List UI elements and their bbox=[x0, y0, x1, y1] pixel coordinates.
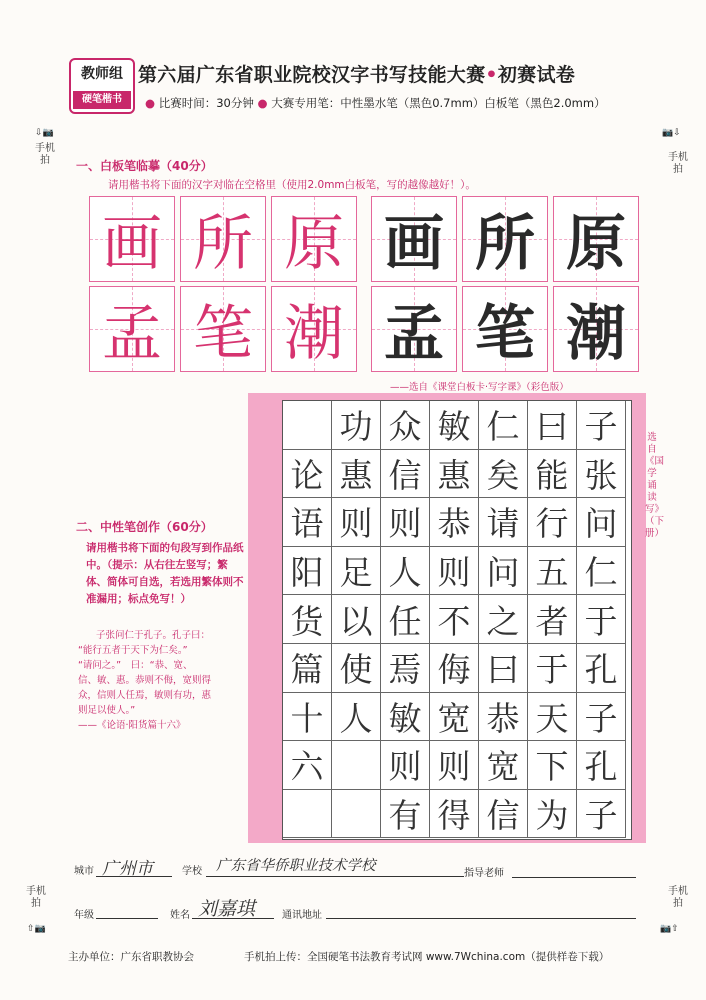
upload-camera-icon: 📷⇩ bbox=[662, 128, 681, 138]
copy-char: 画 bbox=[384, 209, 444, 279]
grid-cell: 行 bbox=[528, 498, 577, 547]
copy-cell bbox=[462, 196, 548, 282]
margin-label-bottom-right: 手机拍 bbox=[668, 886, 688, 909]
grid-cell: 任 bbox=[381, 595, 430, 644]
passage-line: “请问之。” 曰：“恭、宽、 bbox=[78, 660, 193, 671]
grid-cell: 恭 bbox=[479, 693, 528, 742]
grid-cell: 张 bbox=[577, 450, 626, 499]
passage-line: ——《论语·阳货篇十六》 bbox=[78, 720, 186, 731]
school-line bbox=[206, 876, 464, 877]
group-badge bbox=[69, 58, 135, 114]
grid-cell: 矣 bbox=[479, 450, 528, 499]
grid-cell: 天 bbox=[528, 693, 577, 742]
upload-website-text: 手机拍上传：全国硬笔书法教育考试网 www.7Wchina.com（提供样卷下载） bbox=[244, 951, 610, 963]
copy-char: 潮 bbox=[566, 299, 626, 369]
grid-cell: 宽 bbox=[479, 741, 528, 790]
grid-cell: 孔 bbox=[577, 644, 626, 693]
copy-cell bbox=[371, 286, 457, 372]
grid-cell: 众 bbox=[381, 401, 430, 450]
title-tail: 初赛试卷 bbox=[497, 64, 576, 86]
grid-cell: 仁 bbox=[577, 547, 626, 596]
grid-cell: 曰 bbox=[479, 644, 528, 693]
city-field[interactable]: 广州市 bbox=[102, 859, 153, 879]
grid-cell: 请 bbox=[479, 498, 528, 547]
passage-line: 信、敏、惠。恭则不侮，宽则得 bbox=[78, 675, 212, 686]
source-passage bbox=[78, 628, 244, 733]
grid-cell: 侮 bbox=[430, 644, 479, 693]
badge-group-label: 教师组 bbox=[81, 66, 123, 82]
grid-cell: 使 bbox=[332, 644, 381, 693]
section-one-title: 一、白板笔临摹（40分） bbox=[76, 159, 213, 173]
copy-cell bbox=[553, 286, 639, 372]
grid-cell bbox=[283, 790, 332, 839]
model-char: 所 bbox=[193, 209, 253, 279]
margin-label-top-right: 手机拍 bbox=[668, 152, 688, 175]
passage-line: 则足以使人。” bbox=[78, 705, 136, 716]
grid-cell: 六 bbox=[283, 741, 332, 790]
grid-cell: 阳 bbox=[283, 547, 332, 596]
section-one-source: ——选自《课堂白板卡·写字课》（彩色版） bbox=[390, 382, 569, 393]
grid-cell: 人 bbox=[332, 693, 381, 742]
grid-cell: 问 bbox=[577, 498, 626, 547]
copy-char: 孟 bbox=[384, 299, 444, 369]
grid-cell: 有 bbox=[381, 790, 430, 839]
copy-cell bbox=[371, 196, 457, 282]
grade-label: 年级 bbox=[74, 910, 94, 921]
copy-cell bbox=[462, 286, 548, 372]
grid-cell: 能 bbox=[528, 450, 577, 499]
grid-cell: 惠 bbox=[332, 450, 381, 499]
grade-line bbox=[96, 918, 158, 919]
upload-camera-icon: ⇧📷 bbox=[27, 924, 46, 934]
copy-cell bbox=[553, 196, 639, 282]
address-label: 通讯地址 bbox=[282, 910, 322, 921]
model-char: 潮 bbox=[284, 299, 344, 369]
grid-cell bbox=[283, 401, 332, 450]
copy-char: 原 bbox=[566, 209, 626, 279]
model-char: 原 bbox=[284, 209, 344, 279]
section-one-instruction: 请用楷书将下面的汉字对临在空格里（使用2.0mm白板笔，写的越像越好！）。 bbox=[108, 179, 476, 191]
bullet-icon: ● bbox=[145, 96, 156, 110]
grid-cell: 信 bbox=[479, 790, 528, 839]
exam-info bbox=[145, 95, 606, 111]
grid-cell: 惠 bbox=[430, 450, 479, 499]
work-paper-grid bbox=[282, 400, 632, 840]
organizer-text: 主办单位：广东省职教协会 bbox=[68, 951, 194, 963]
exam-time: 比赛时间：30分钟 bbox=[158, 96, 254, 110]
grid-cell: 恭 bbox=[430, 498, 479, 547]
grid-cell: 则 bbox=[430, 547, 479, 596]
grid-cell: 子 bbox=[577, 401, 626, 450]
school-label: 学校 bbox=[182, 866, 202, 877]
grid-cell: 则 bbox=[332, 498, 381, 547]
grid-cell: 则 bbox=[381, 741, 430, 790]
section-two-title: 二、中性笔创作（60分） bbox=[76, 520, 213, 534]
copy-char: 笔 bbox=[475, 299, 535, 369]
page-title bbox=[138, 60, 575, 87]
grid-cell: 于 bbox=[577, 595, 626, 644]
model-cell bbox=[89, 286, 175, 372]
title-dot: • bbox=[485, 64, 498, 86]
copy-char: 所 bbox=[475, 209, 535, 279]
margin-label-bottom-left: 手机拍 bbox=[26, 886, 46, 909]
grid-cell bbox=[332, 741, 381, 790]
upload-camera-icon: ⇩📷 bbox=[35, 128, 54, 138]
grid-cell: 论 bbox=[283, 450, 332, 499]
teacher-line bbox=[512, 877, 636, 878]
grid-cell: 足 bbox=[332, 547, 381, 596]
grid-cell: 宽 bbox=[430, 693, 479, 742]
passage-line: 子张问仁于孔子。孔子曰： bbox=[96, 630, 211, 641]
grid-cell: 不 bbox=[430, 595, 479, 644]
grid-cell: 者 bbox=[528, 595, 577, 644]
grid-cell: 篇 bbox=[283, 644, 332, 693]
grid-cell: 信 bbox=[381, 450, 430, 499]
grid-cell: 功 bbox=[332, 401, 381, 450]
passage-line: “能行五者于天下为仁矣。” bbox=[78, 645, 188, 656]
badge-category-label: 硬笔楷书 bbox=[73, 91, 131, 109]
grid-cell: 于 bbox=[528, 644, 577, 693]
name-label: 姓名 bbox=[170, 910, 190, 921]
grid-cell: 焉 bbox=[381, 644, 430, 693]
grid-cell: 语 bbox=[283, 498, 332, 547]
model-char: 画 bbox=[102, 209, 162, 279]
grid-cell: 之 bbox=[479, 595, 528, 644]
grid-cell: 货 bbox=[283, 595, 332, 644]
section-two-source: 选自《国学诵读写》（下册） bbox=[645, 432, 665, 539]
grid-cell: 仁 bbox=[479, 401, 528, 450]
teacher-label: 指导老师 bbox=[464, 868, 504, 879]
model-cell bbox=[271, 286, 357, 372]
grid-cell: 孔 bbox=[577, 741, 626, 790]
grid-cell: 则 bbox=[381, 498, 430, 547]
grid-cell: 子 bbox=[577, 693, 626, 742]
model-cell bbox=[180, 286, 266, 372]
grid-cell: 敏 bbox=[430, 401, 479, 450]
section-two-instruction: 请用楷书将下面的句段写到作品纸中。（提示：从右往左竖写；繁体、简体可自选，若选用繁体则不准漏用；标点免写！） bbox=[86, 542, 244, 605]
grid-cell: 人 bbox=[381, 547, 430, 596]
model-cell bbox=[271, 196, 357, 282]
model-cell bbox=[180, 196, 266, 282]
city-label: 城市 bbox=[74, 866, 94, 877]
model-char: 孟 bbox=[102, 299, 162, 369]
grid-cell: 下 bbox=[528, 741, 577, 790]
school-field[interactable]: 广东省华侨职业技术学校 bbox=[216, 858, 376, 874]
title-main: 第六届广东省职业院校汉字书写技能大赛 bbox=[138, 64, 486, 86]
grid-cell: 曰 bbox=[528, 401, 577, 450]
grid-cell: 则 bbox=[430, 741, 479, 790]
grid-cell: 以 bbox=[332, 595, 381, 644]
grid-cell: 为 bbox=[528, 790, 577, 839]
model-char: 笔 bbox=[193, 299, 253, 369]
grid-cell bbox=[332, 790, 381, 839]
grid-cell: 十 bbox=[283, 693, 332, 742]
passage-line: 众，信则人任焉，敏则有功，惠 bbox=[78, 690, 212, 701]
bullet-icon: ● bbox=[257, 96, 268, 110]
address-line bbox=[326, 918, 636, 919]
margin-label-top-left: 手机拍 bbox=[35, 143, 55, 166]
upload-camera-icon: 📷⇧ bbox=[660, 924, 679, 934]
model-cell bbox=[89, 196, 175, 282]
exam-pens: 大赛专用笔：中性墨水笔（黑色0.7mm）白板笔（黑色2.0mm） bbox=[271, 96, 606, 110]
name-field[interactable]: 刘嘉琪 bbox=[198, 898, 256, 920]
grid-cell: 敏 bbox=[381, 693, 430, 742]
grid-cell: 五 bbox=[528, 547, 577, 596]
grid-cell: 得 bbox=[430, 790, 479, 839]
grid-cell: 子 bbox=[577, 790, 626, 839]
grid-cell: 问 bbox=[479, 547, 528, 596]
